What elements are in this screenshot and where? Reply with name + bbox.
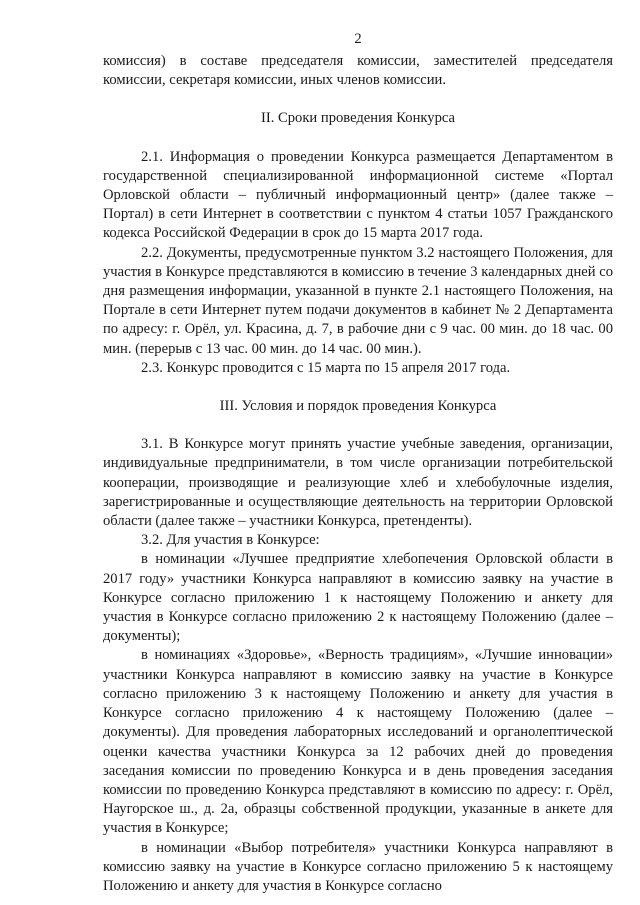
paragraph-3-2-nominations-health-tradition-innovation: в номинациях «Здоровье», «Верность традициям», «Лучшие инновации» участники Конкурса направляют в комиссию заявку на участие в Конкурсе согласно приложению 3 к настоящему Положению и анкету для участия в Конкурсе согласно приложению 4 к настоящему Положению (далее – документы). Для проведения лабораторных исследований и органолептической оценки качества участники Конкурса за 12 рабочих дней до проведения заседания комиссии по проведению Конкурса и в день проведения заседания комиссии по проведению Конкурса представляют в комиссию по адресу: г. Орёл, Наугорское ш., д. 2а, образцы собственной продукции, указанные в анкете для участия в Конкурсе; [103, 647, 613, 837]
paragraph-3-2-nomination-best-enterprise: в номинации «Лучшее предприятие хлебопечения Орловской области в 2017 году» участники Конкурса направляют в комиссию заявку на участие в Конкурсе согласно приложению 1 к настоящему Положению и анкету для участия в Конкурсе согласно приложению 2 к настоящему Положению (далее – документы); [103, 551, 613, 645]
paragraph-2-3: 2.3. Конкурс проводится с 15 марта по 15 апреля 2017 года. [141, 359, 511, 376]
paragraph-3-2: 3.2. Для участия в Конкурсе: [141, 532, 320, 549]
paragraph-2-2: 2.2. Документы, предусмотренные пунктом 3.2 настоящего Положения, для участия в Конкурсе представляются в комиссию в течение 3 календарных дней со дня размещения информации, указанной в пункте 2.1 настоящего Положения, на Портале в сети Интернет путем подачи документов в кабинет № 2 Департамента по адресу: г. Орёл, ул. Красина, д. 7, в рабочие дни с 9 час. 00 мин. до 18 час. 00 мин. (перерыв с 13 час. 00 мин. до 14 час. 00 мин.). [103, 244, 613, 357]
paragraph-2-1: 2.1. Информация о проведении Конкурса размещается Департаментом в государственной специализированной информационной системе «Портал Орловской области – публичный информационный центр» (далее также – Портал) в сети Интернет в соответствии с пунктом 4 статьи 1057 Гражданского кодекса Российской Федерации в срок до 15 марта 2017 года. [103, 148, 613, 242]
document-body [103, 52, 613, 896]
paragraph-3-2-nomination-consumer-choice: в номинации «Выбор потребителя» участники Конкурса направляют в комиссию заявку на участие в Конкурсе согласно приложению 5 к настоящему Положению и анкету для участия в Конкурсе согласно [103, 839, 613, 894]
section-heading-3: III. Условия и порядок проведения Конкурса [219, 398, 497, 415]
paragraph-commission-composition: комиссия) в составе председателя комиссии, заместителей председателя комиссии, секретаря комиссии, иных членов комиссии. [103, 53, 613, 89]
page-number: 2 [354, 31, 362, 47]
section-heading-2: II. Сроки проведения Конкурса [261, 110, 455, 127]
paragraph-3-1: 3.1. В Конкурсе могут принять участие учебные заведения, организации, индивидуальные предприниматели, в том числе организации потребительской кооперации, производящие и реализующие хлеб и хлебобулочные изделия, зарегистрированные и осуществляющие деятельность на территории Орловской области (далее также – участники Конкурса, претенденты). [103, 436, 613, 530]
